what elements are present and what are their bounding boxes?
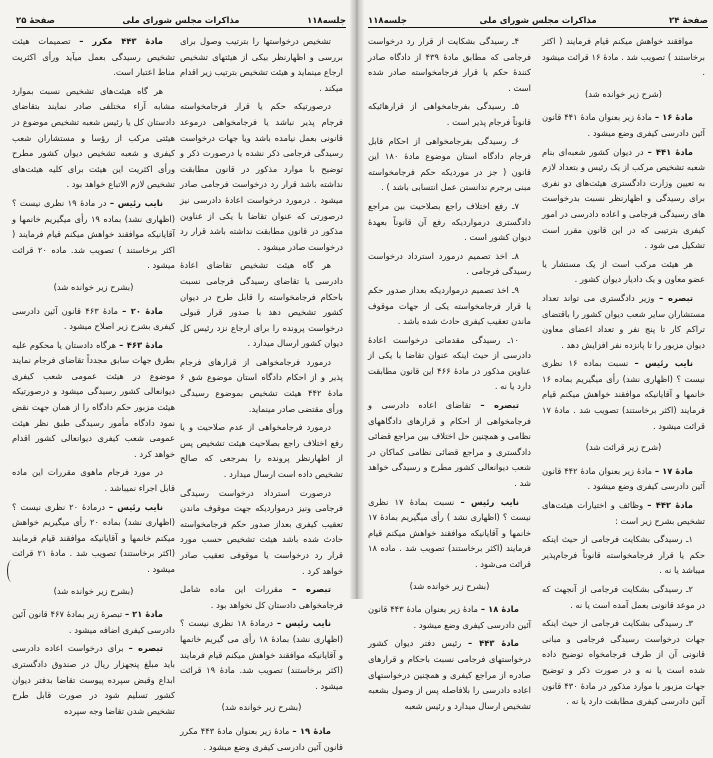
- article-paragraph: [180, 616, 343, 694]
- paragraph-text: هرگاه دادستان یا محکوم علیه بطرق جهات سابق مجدداً تقاضای فرجام نمایند موضوع در هیئت عمومی شعب کیفری دیوانعالی کشور رسیدگی میشود و درصورتیکه هیئت مزبور حکم دادگاه را از همان جهت نقض نمود دادگاه مأمور رسیدگی طبق نظر هیئت عمومی شعب کیفری دیوانعالی کشور اقدام خواهد کرد .: [12, 339, 175, 459]
- paragraph-text: درصورتیکه حکم یا قرار فرجامخواسته فرجام پذیر نباشد یا فرجامخواهی درموعد قانونی بعمل نیامده باشد ویا جهات درخواست رسیدگی فرجامی ذکر نشده یا درصورت ذکر و توضیح با موارد مذکور در قانون مطابقت نداشته باشد قرار رد درخواست فرجامی صادر میشود . درمورد درخواست اعادهٔ دادرسی نیز درصورتی که عنوان تقاضا با یکی از عناوین مذکور در قانون مطابقت نداشته باشد قرار رد درخواست صادر میشود .: [180, 101, 343, 252]
- paragraph: [368, 134, 531, 196]
- article-paragraph: [542, 291, 705, 353]
- paragraph-text: مادهٔ زیر بعنوان مادهٔ ۴۴۳ قانون آئین دادرسی کیفری وضع میشود .: [368, 604, 531, 630]
- article-paragraph: [542, 356, 705, 434]
- paragraph-text: هر گاه هیئت‌های تشخیص نسبت بموارد مشابه آراء مختلفی صادر نمایند بتقاضای دادستان کل یا رئیس شعبه تشخیص موضوع در هیئتی مرکب از رؤسا و مستشاران شعب کیفری و شعبه تشخیص دیوان کشور مطرح ورأی اکثریت این هیئت برای کلیه هیئت‌های تشخیص لازم الاتباع خواهد بود .: [12, 85, 175, 190]
- text-column: [180, 34, 343, 758]
- paragraph-text: در مورد فرجام ماهوی مقررات این ماده قابل اجراء نمیباشد .: [12, 467, 175, 494]
- article-paragraph: [180, 724, 343, 755]
- paragraph: [368, 283, 531, 330]
- article-paragraph: [542, 145, 705, 254]
- paragraph-lead: نایب رئیس –: [460, 496, 519, 507]
- paragraph-text: (بشرح زیر خوانده شد): [53, 585, 134, 596]
- text-column: [542, 34, 705, 713]
- paragraph-text: در دیوان کشور شعبه‌ای بنام شعبه تشخیص مرکب از یک رئیس و بتعداد لازم به تعیین وزارت دادگستری هیئت‌های دو نفری برای رسیدگی و اظهارنظر نسبت بدرخواست های رسیدگی فرجامی و اعاده دادرسی در امور کیفری بترتیبی که در این قانون مقرر است تشکیل می شود .: [542, 146, 705, 251]
- article-paragraph: [12, 607, 175, 638]
- page-header: [368, 12, 708, 28]
- article-paragraph: [12, 304, 175, 335]
- paragraph-text: تبصرهٔ زیر بمادهٔ ۴۶۷ قانون آئین دادرسی کیفری اضافه میشود .: [12, 609, 175, 635]
- session-number: جلسه۱۱۸: [368, 16, 407, 26]
- text-column: [12, 34, 175, 722]
- paragraph: [180, 34, 343, 96]
- right-page: [364, 0, 713, 711]
- reading-note: [368, 579, 531, 595]
- header-title: مذاکرات مجلس شورای ملی: [479, 16, 597, 26]
- paragraph: [542, 582, 705, 613]
- page-header: [16, 12, 346, 28]
- reading-note: [12, 280, 175, 296]
- reading-note: [180, 700, 343, 716]
- paragraph: [180, 486, 343, 580]
- article-paragraph: [368, 398, 531, 492]
- paragraph: [368, 34, 531, 96]
- article-paragraph: [542, 498, 705, 529]
- book-gutter: [350, 0, 364, 599]
- paragraph: [542, 34, 705, 81]
- paragraph-text: مقررات این ماده شامل فرجامخواهی دادستان کل نخواهد بود .: [180, 584, 343, 610]
- article-paragraph: [180, 582, 343, 613]
- paragraph-text: مادهٔ ۴۶۳ قانون آئین دادرسی کیفری بشرح زیر اصلاح میشود .: [12, 305, 175, 332]
- article-paragraph: [368, 495, 531, 573]
- paragraph-text: رئیس دفتر دیوان کشور درخواستهای فرجامی نسبت باحکام و قرارهای صادره از مراجع کیفری و همچنین درخواستهای اعاده دادرسی را بلافاصله پس از وصول بشعبه تشخیص ارسال میدارد و رئیس شعبه: [368, 638, 531, 711]
- paragraph-text: نسبت بماده ۱۶ نظری نیست ؟ (اظهاری نشد) رأی میگیریم بماده ۱۶ خانمها و آقایانیکه موافقند خواهش میکنم قیام فرمایند (اکثر برخاستند) تصویب شد . مادهٔ ۱۷ قرائت میشود .: [542, 358, 705, 431]
- paragraph-text: ۵ـ رسیدگی بفرجامخواهی از قرارهائیکه قانوناً فرجام پذیر است .: [368, 101, 531, 127]
- paragraph-text: تقاضای اعاده دادرسی و فرجامخواهی از احکام و قرارهای دادگاههای نظامی و همچنین حل اختلاف بین مراجع قضائی دادگستری و مراجع قضائی نظامی کماکان در شعب دیوانعالی کشور مطرح و رسیدگی خواهد شد .: [368, 400, 531, 489]
- paragraph: [542, 257, 705, 288]
- paragraph-text: (بشرح زیر خوانده شد): [53, 281, 134, 292]
- paragraph-lead: مادهٔ ۱۶ –: [654, 112, 693, 123]
- paragraph: [12, 465, 175, 496]
- paragraph: [542, 532, 705, 579]
- paragraph-text: ۶ـ رسیدگی بفرجامخواهی از احکام قابل فرجام دادگاه استان موضوع مادهٔ ۱۸۰ این قانون ( جز در موردیکه حکم فرجامخواسته مبنی برجرم ندانستن عمل انتسابی باشد ) .: [368, 135, 531, 193]
- paragraph: [180, 99, 343, 255]
- article-paragraph: [368, 636, 531, 714]
- paragraph: [180, 355, 343, 417]
- reading-note: [542, 87, 705, 103]
- paragraph-lead: تبصره –: [480, 400, 519, 411]
- left-page: [0, 0, 350, 752]
- paragraph-lead: مادهٔ ۴۴۲ –: [647, 500, 693, 511]
- paragraph-text: موافقند خواهش میکنم قیام فرمایند ( اکثر برخاستند ) تصویب شد . مادهٔ ۱۶ قرائت میشود .: [542, 36, 705, 78]
- paragraph-text: ۱۰ـ رسیدگی مقدماتی درخواست اعادهٔ دادرسی از حیث اینکه عنوان تقاضا با یکی از عناوین مذکور در مادهٔ ۴۶۶ این قانون مطابقت دارد یا نه .: [368, 334, 531, 392]
- handwritten-mark: [7, 560, 16, 582]
- paragraph-text: ۲ـ رسیدگی بشکایت فرجامی از آنجهت که در موعد قانونی بعمل آمده است یا نه .: [542, 584, 705, 610]
- paragraph-text: درمورد فرجامخواهی از عدم صلاحیت و یا رفع اختلاف راجع بصلاحیت هیئت تشخیص پس از اظهارنظر پرونده را بمرجعی که صالح تشخیص داده است ارسال میدارد .: [180, 422, 343, 480]
- paragraph: [12, 84, 175, 193]
- paragraph-lead: مادهٔ ۱۹ –: [292, 725, 331, 736]
- paragraph: [368, 249, 531, 280]
- paragraph-text: درمورد فرجامخواهی از قرارهای فرجام پذیر و از احکام دادگاه استان موضوع شق ۶ مادهٔ ۴۴۲ هیئت تشخیص بموضوع رسیدگی ورأی مقتضی صادر مینماید.: [180, 356, 343, 414]
- paragraph-text: ۸ـ اخذ تصمیم درمورد استرداد درخواست رسیدگی فرجامی .: [368, 250, 531, 277]
- session-number: جلسه۱۱۸: [307, 16, 346, 26]
- paragraph-text: (بشرح زیر خوانده شد): [221, 702, 302, 713]
- paragraph-text: مادهٔ زیر بعنوان مادهٔ ۴۴۲ قانون آئین دادرسی کیفری وضع میشود .: [542, 465, 705, 492]
- paragraph-text: ۴ـ رسیدگی بشکایت از قرار رد درخواست فرجامی که مطابق مادهٔ ۴۳۹ از دادگاه صادر کنندهٔ حکم یا قرار فرجامخواسته صادر شده است .: [368, 36, 532, 93]
- page-number: صفحهٔ ۲۵: [16, 16, 55, 26]
- paragraph-text: هر هیئت مرکب است از یک مستشار یا عضو معاون و یک دادیار دیوان کشور .: [542, 258, 705, 285]
- paragraph-lead: مادهٔ ۴۴۳ مکرر –: [79, 36, 163, 46]
- paragraph: [368, 99, 531, 130]
- article-paragraph: [368, 602, 531, 633]
- article-paragraph: [12, 196, 175, 274]
- paragraph-text: مادهٔ زیر بعنوان مادهٔ ۴۴۱ قانون آئین دادرسی کیفری وضع میشود .: [542, 112, 705, 138]
- paragraph-text: وظائف و اختیارات هیئت‌های تشخیص بشرح زیر است :: [542, 500, 705, 526]
- paragraph-lead: مادهٔ ۴۴۳ –: [467, 638, 519, 649]
- paragraph-lead: مادهٔ ۲۱ –: [124, 609, 163, 620]
- paragraph-text: (شرح زیر قرائت شد): [585, 442, 662, 453]
- paragraph: [180, 258, 343, 352]
- paragraph-text: در مادهٔ ۱۹ نظری نیست ؟ (اظهاری نشد) بماده ۱۹ رأی میگیریم خانمها و آقایانیکه موافقند خواهش میکنم قیام فرمایند ( اکثر برخاستند ) تصویب شد. ماده ۲۰ قرائت میشود .: [12, 197, 175, 271]
- paragraph-lead: نایب رئیس –: [634, 358, 693, 369]
- article-paragraph: [12, 500, 175, 578]
- paragraph-text: برای درخواست اعاده دادرسی باید مبلغ پنجهزار ریال در صندوق دادگستری ابداع وقبض سپرده پیوست تقاضا بدفتر دیوان کشور تسلیم شود در صورت قابل طرح تشخیص شدن تقاضا وجه سپرده: [12, 643, 175, 716]
- article-paragraph: [12, 34, 175, 81]
- paragraph-lead: مادهٔ ۲۰ –: [122, 305, 163, 316]
- paragraph-lead: نایب رئیس –: [109, 197, 163, 208]
- paragraph-text: (شرح زیر خوانده شد): [585, 88, 662, 99]
- article-paragraph: [542, 464, 705, 495]
- paragraph-lead: تبصره –: [659, 292, 694, 303]
- paragraph-lead: مادهٔ ۱۷ –: [654, 465, 693, 476]
- reading-note: [12, 584, 175, 600]
- paragraph-text: نسبت بمادهٔ ۱۷ نظری نیست ؟ (اظهاری نشد ) رأی میگیریم بمادهٔ ۱۷ خانمها و آقایانیکه موافقند خواهش میکنم قیام فرمایند (اکثر برخاستند) تصویب شد . ماده ۱۸ قرائت می‌شود .: [368, 496, 531, 569]
- paragraph-lead: مادهٔ ۱۸ –: [480, 604, 519, 615]
- paragraph-text: تصمیمات هیئت تشخیص رسیدگی بعمل میآید ورأی اکثریت مناط اعتبار است.: [12, 36, 175, 78]
- reading-note: [542, 440, 705, 456]
- paragraph-text: ۹ـ اخذ تصمیم درمواردیکه بعداز صدور حکم یا قرار فرجامخواسته یکی از جهات موقوف ماندن تعقیب کیفری حادث شده باشد .: [368, 284, 531, 327]
- paragraph: [180, 420, 343, 482]
- article-paragraph: [12, 641, 175, 719]
- paragraph-text: درمادهٔ ۱۸ نظری نیست ؟ (اظهاری نشد) بمادهٔ ۱۸ رأی می گیریم خانمها و آقایانیکه موافقند خواهش میکنم قیام فرمایند (اکثر برخاستند) تصویب شد. مادهٔ ۱۹ قرائت میشود .: [180, 618, 344, 691]
- article-paragraph: [542, 110, 705, 141]
- article-paragraph: [12, 338, 175, 463]
- paragraph-lead: مادهٔ ۴۶۳ –: [119, 339, 163, 350]
- paragraph-text: ۷ـ رفع اختلاف راجع بصلاحیت بین مراجع دادگستری درمواردیکه رفع آن قانوناً بعهدهٔ دیوان کشور است .: [368, 200, 531, 243]
- paragraph-lead: مادهٔ ۴۴۱ –: [647, 146, 693, 157]
- paragraph-text: ۳ـ رسیدگی بشکایت فرجامی از حیث اینکه جهات درخواست رسیدگی فرجامی و مبانی قانونی آن از طرف فرجامخواه توضیح داده شده است یا نه و در صورت ذکر و توضیح جهات مزبور با موارد مذکور در مادهٔ ۴۳۰ قانون آئین دادرسی کیفری مطابقت دارد یا نه .: [542, 618, 705, 707]
- paragraph-text: (بشرح زیر خوانده شد): [409, 580, 490, 591]
- paragraph-text: درمادهٔ ۲۰ نظری نیست ؟ (اظهاری نشد) بماده ۲۰ رأی میگیریم خواهش میکنم خانمها و آقایانیکه موافقند قیام فرمایند (اکثر برخاستند) تصویب شد . مادهٔ ۲۱ قرائت میشود .: [12, 501, 176, 574]
- paragraph-text: وزیر دادگستری می تواند تعداد مستشاران سایر شعب دیوان کشور را باقتضای تراکم کار تا پنج نفر و تعداد اعضای معاون دیوان مزبور را تا پانزده نفر افزایش دهد .: [542, 292, 705, 350]
- page-number: صفحهٔ ۲۴: [669, 16, 708, 26]
- paragraph-lead: تبصره –: [292, 584, 331, 595]
- paragraph: [368, 199, 531, 246]
- paragraph-text: ۱ـ رسیدگی بشکایت فرجامی از حیث اینکه حکم یا قرار فرجامخواسته قانوناً فرجام‌پذیر میباشد یا نه .: [542, 534, 705, 576]
- paragraph-text: تشخیص درخواستها را بترتیب وصول برای بررسی و اظهارنظر بیکی از هیئتهای تشخیص ارجاع مینماید و هیئت تشخیص بترتیب زیر اقدام میکند .: [180, 36, 343, 93]
- paragraph-lead: تبصره –: [128, 643, 163, 654]
- paragraph-text: درصورت استرداد درخواست رسیدگی فرجامی ونیز درمواردیکه جهت موقوف ماندن تعقیب کیفری بعداز صدور حکم فرجامخواسته حادث شده باشد هیئت تشخیص حسب مورد قرار رد درخواست یا موقوفی تعقیب صادر خواهد کرد .: [180, 487, 343, 576]
- header-title: مذاکرات مجلس شورای ملی: [122, 16, 240, 26]
- paragraph: [542, 616, 705, 710]
- paragraph-lead: نایب رئیس –: [108, 501, 163, 512]
- paragraph-text: هر گاه هیئت تشخیص تقاضای اعادهٔ دادرسی یا تقاضای رسیدگی فرجامی نسبت باحکام فرجامخواسته را قابل طرح در دیوان کشور تشخیص دهد با صدور قرار قبولی درخواست پرونده را برای ارجاع نزد رئیس کل دیوان کشور ارسال میدارد .: [180, 260, 343, 349]
- text-column: [368, 34, 531, 717]
- paragraph: [368, 333, 531, 395]
- paragraph-lead: نایب رئیس –: [276, 618, 331, 629]
- paragraph-text: مادهٔ زیر بعنوان مادهٔ ۴۴۳ مکرر قانون آئین دادرسی کیفری وضع میشود .: [180, 725, 343, 752]
